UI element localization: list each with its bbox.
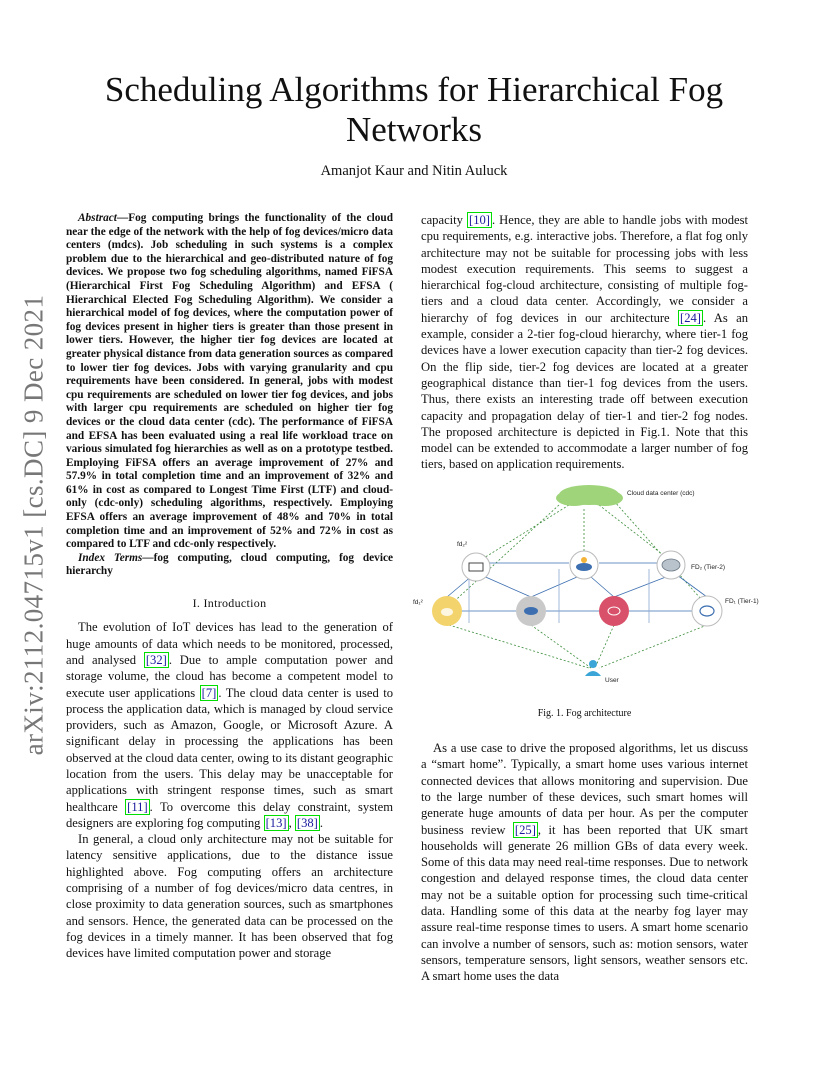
tier1-node-2-icon: [516, 596, 546, 626]
right-column: [413, 212, 759, 985]
paragraph: In general, a cloud only architecture may not be suitable for latency sensitive applications, due to the distance issue highlighted above. Fog computing offers an architecture comprising of a number of fog devices/micro data centres, in close proximity to data generation sources, such as smartphones and sensors. Hence, the generated data can be processed on the fog devices in a timely manner. It has been observed that fog devices have limited computation power and storage: [66, 832, 393, 961]
citation-link[interactable]: [25]: [514, 822, 536, 837]
paragraph: As a use case to drive the proposed algorithms, let us discuss a “smart home”. Typically, a smart home uses various internet connected devices that allows monitoring and supervision. Due to the large number of these devices, such smart homes will generate huge amounts of data per hour. As per the computer business review [25] , it has been reported that UK smart households will generate 26 million GBs of data every week. Some of this data may need real-time responses. Due to network congestion and delayed response times, the cloud data center may not be a suitable option for processing such time-critical data. Handling some of this data at the nearby fog layer may assure real-time response times to users. A smart home scenario can involve a number of sensors, such as: motion sensors, water sensors, temperature sensors, light sensors, weather sensors etc. A smart home uses the data: [421, 741, 748, 984]
intro-body: [66, 619, 393, 961]
fog-architecture-diagram: [409, 483, 763, 703]
citation-link[interactable]: [32]: [145, 652, 167, 667]
paragraph: capacity [10] . Hence, they are able to handle jobs with modest cpu requirements, e.g. interactive jobs. Therefore, a flat fog only architecture may not be suitable for processing jobs with less modest execution requirements. This seems to suggest a hierarchical fog-cloud architecture, consisting of multiple fog-tiers and a cloud data center. Accordingly, we consider a hierarchy of fog devices in our architecture [24] . As an example, consider a 2-tier fog-cloud hierarchy, where tier-1 fog devices have a lower execution capacity than tier-2 fog devices. On the flip side, tier-2 fog devices are located at a greater geographical distance than tier-1 fog devices from the users. Thus, there exists an interesting trade off between execution capacity and propagation delay of tier-1 and tier-2 fog nodes. The proposed architecture is depicted in Fig.1. Note that this model can be extended to accommodate a larger number of fog tiers, based on application requirements.: [421, 213, 749, 472]
citation-link[interactable]: [13]: [265, 815, 287, 830]
user-icon: [585, 660, 601, 676]
abstract-label: Abstract: [78, 212, 117, 224]
index-terms-label: Index Terms: [78, 551, 143, 564]
paragraph: The evolution of IoT devices has lead to the generation of huge amounts of data which needs to be monitored, processed, and analysed [32] . Due to ample computation power and storage volume, the cloud has become a competent model to execute user applications [7] . The cloud data center is used to process the application data, which is managed by cloud service providers, such as Amazon, Google, or Microsoft Azure. A significant delay in processing the applications has been observed at the cloud data center, owing to its distant geographic location from the users. This delay may be unacceptable for applications with stringent response times, such as smart healthcare [11] . To overcome this delay constraint, system designers are exploring fog computing [13] , [38] .: [66, 620, 393, 830]
citation-link[interactable]: [10]: [469, 213, 490, 227]
index-terms-text: —fog computing, cloud computing, fog device hierarchy: [66, 551, 393, 578]
user-links: [449, 625, 707, 668]
index-terms: [66, 552, 393, 579]
citation-link[interactable]: [11]: [127, 799, 148, 814]
tier1-node-1-icon: [432, 596, 462, 626]
user-label: User: [605, 676, 619, 684]
tier1-node-4-icon: [692, 596, 722, 626]
citation-link[interactable]: [38]: [296, 815, 318, 830]
left-column: [66, 212, 393, 962]
cloud-label: Cloud data center (cdc): [627, 489, 695, 497]
abstract-text: —Fog computing brings the functionality of the cloud near the edge of the network with the help of fog devices/micro data centers (mdcs). Job scheduling in such systems is a complex problem due to the hierarchical and geo-distributed nature of fog devices. We propose two fog scheduling algorithms, named FiFSA (Hierarchical First Fog Scheduling Algorithm) and EFSA ( Hierarchical Elected Fog Scheduling Algorithm). We consider a hierarchical model of fog devices, where the computation power of fog devices present in higher tiers is greater than those present in lower tiers. However, the higher tier fog devices are located at greater physical distance from data generation sources as compared to lower tier fog devices. Jobs with varying granularity and cpu requirements have been considered. In general, jobs with modest cpu requirements are scheduled on lower tier fog devices, and jobs with larger cpu requirements are scheduled on higher tier fog devices or the cloud data center (cdc). The performance of FiFSA and EFSA has been evaluated using a real life workload trace on various simulated fog hierarchies as well as on a prototype testbed. Employing FiFSA offers an average improvement of 27% and 57.9% in total completion time and an improvement of 32% and 61% in cost as compared to Longest Time First (LTF) and cloud-only (cdc-only) scheduling algorithms, respectively. Employing EFSA offers an average improvement of 48% and 70% in total completion time and an improvement of 52% and 72% in cost as compared to LTF and cdc-only respectively.: [66, 212, 393, 551]
citation-link[interactable]: [24]: [680, 310, 701, 325]
paper-title: Scheduling Algorithms for Hierarchical Fog Networks: [104, 70, 724, 149]
fd2-right-label: FD₂ (Tier-2): [691, 563, 726, 571]
tier2-node-2-icon: [570, 551, 598, 579]
fd1-right-label: FD₁ (Tier-1): [725, 597, 759, 605]
abstract: [66, 212, 393, 552]
citation-link[interactable]: [7]: [201, 685, 217, 700]
fog-architecture-figure: [409, 483, 763, 703]
section-heading: I. Introduction: [192, 596, 267, 611]
tier1-node-3-icon: [599, 596, 629, 626]
fd2-left-label: fd₂²: [457, 540, 468, 548]
arxiv-side-stamp: [18, 290, 49, 760]
cloud-data-center-icon: [556, 485, 623, 506]
arxiv-identifier: arXiv:2112.04715v1 [cs.DC] 9 Dec 2021: [18, 294, 49, 756]
tier2-node-3-icon: [657, 551, 685, 579]
paper-authors: Amanjot Kaur and Nitin Auluck: [320, 163, 508, 179]
tier2-node-1-icon: [462, 553, 490, 581]
fd1-left-label: fd₁²: [413, 598, 423, 606]
figure-caption: Fig. 1. Fog architecture: [537, 707, 632, 719]
